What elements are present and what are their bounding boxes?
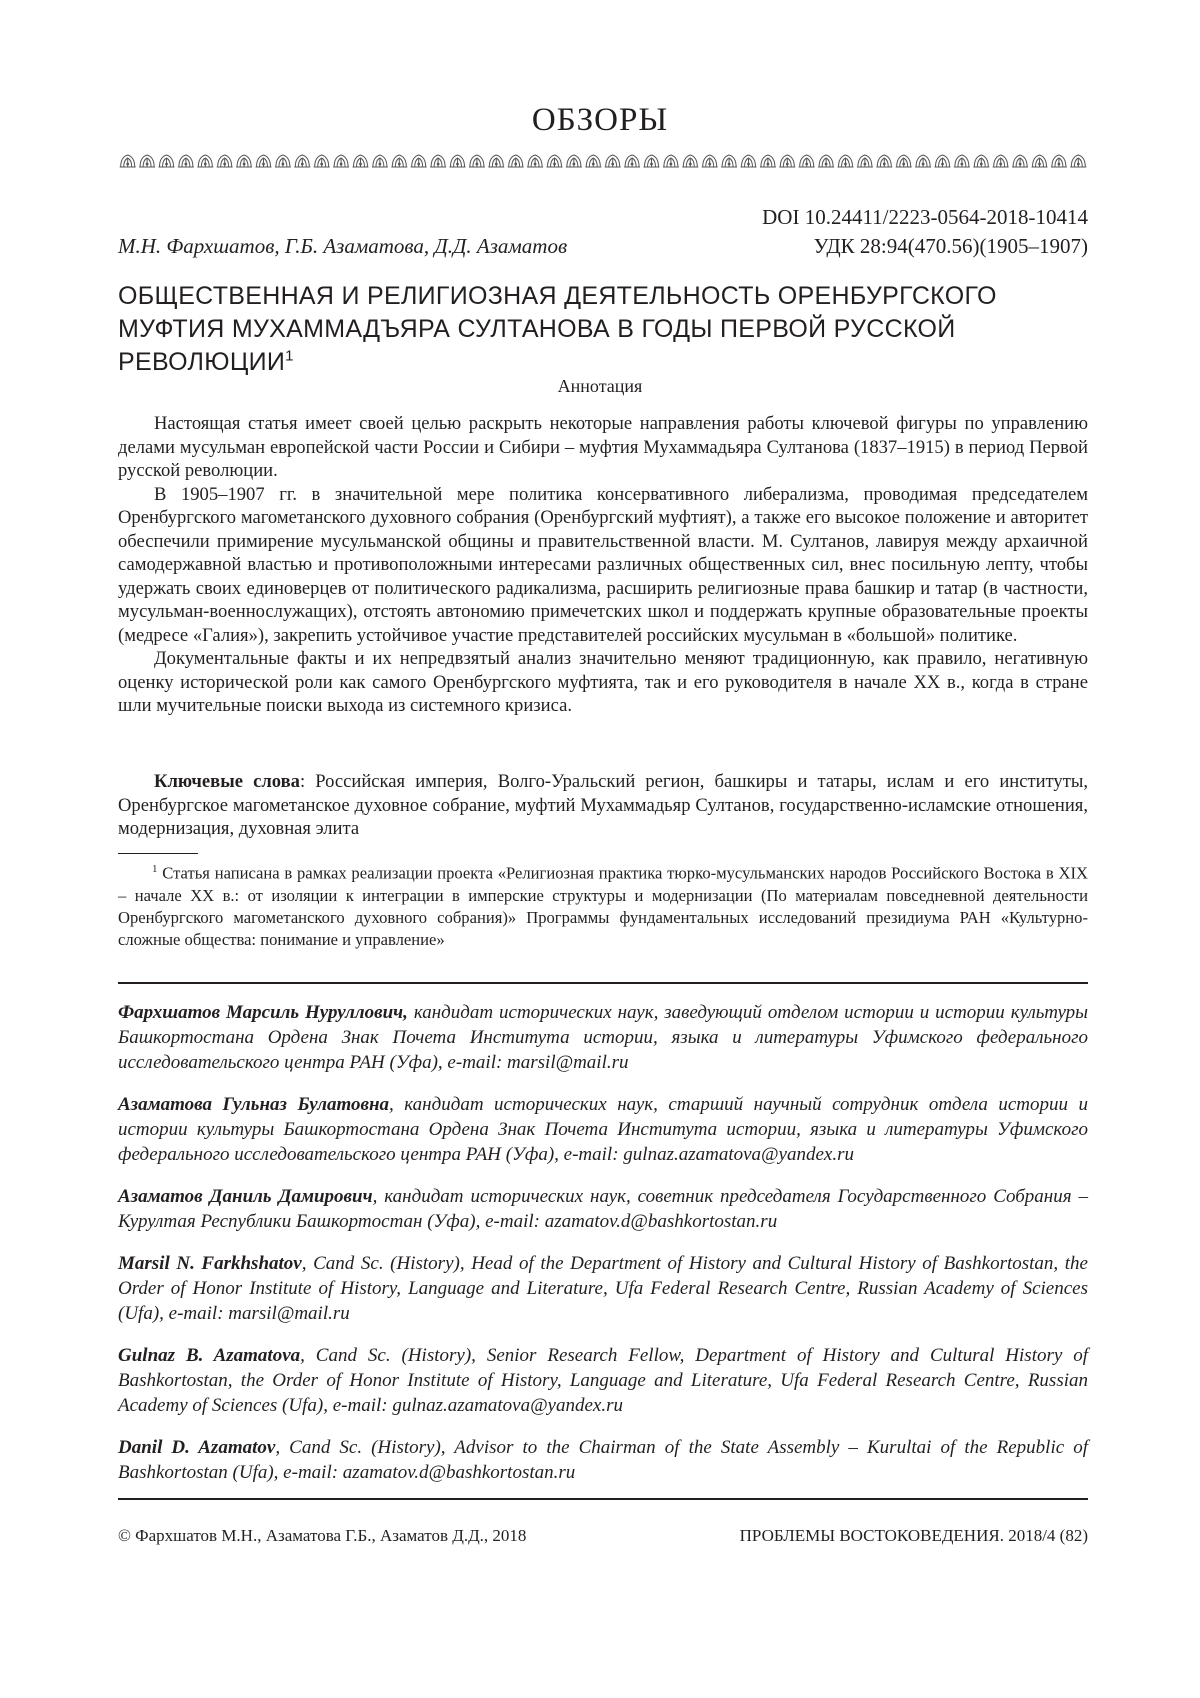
ornament-motif xyxy=(779,155,795,167)
author-bio xyxy=(118,1251,1088,1326)
bios-bottom-divider xyxy=(118,1498,1088,1500)
journal-issue: ПРОБЛЕМЫ ВОСТОКОВЕДЕНИЯ. 2018/4 (82) xyxy=(739,1526,1088,1545)
abstract xyxy=(118,412,1088,718)
ornament-motif xyxy=(178,155,194,167)
ornament-motif xyxy=(682,155,698,167)
ornament-motif xyxy=(741,155,757,167)
ornament-motif xyxy=(838,155,854,167)
ornament-motif xyxy=(527,155,543,167)
annotation-heading: Аннотация xyxy=(557,376,643,396)
ornament-motif xyxy=(159,155,175,167)
ornament-motif xyxy=(430,155,446,167)
ornament-motif xyxy=(857,155,873,167)
ornament-motif xyxy=(702,155,718,167)
author-name: Marsil N. Farkhshatov xyxy=(118,1253,302,1274)
author-name: Фархшатов Марсиль Нуруллович, xyxy=(118,1002,408,1023)
ornament-motif xyxy=(566,155,582,167)
author-details: , кандидат исторических наук, советник председателя Государственного Собрания – Курултая Республики Башкортостан (Уфа), e-mail: azamatov.d@bashkortostan.ru xyxy=(118,1186,1088,1232)
ornament-pattern xyxy=(118,152,1088,172)
section-title: ОБЗОРЫ xyxy=(531,102,669,138)
ornament-motif xyxy=(721,155,737,167)
udk: УДК 28:94(470.56)(1905–1907) xyxy=(813,234,1088,258)
footnote-divider xyxy=(118,853,198,854)
ornament-motif xyxy=(896,155,912,167)
ornament-motif xyxy=(973,155,989,167)
author-bio xyxy=(118,1000,1088,1075)
abstract-paragraph: Настоящая статья имеет своей целью раскрыть некоторые направления работы ключевой фигуры по управлению делами мусульман европейской части России и Сибири – муфтия Мухаммадьяра Султанова (1837–1915) в период Первой русской революции. xyxy=(118,413,1088,481)
abstract-paragraph: В 1905–1907 гг. в значительной мере политика консервативного либерализма, проводимая председателем Оренбургского магометанского духовного собрания (Оренбургский муфтият), а также его высокое положение и авторитет обеспечили примирение мусульманской общины и правительственной власти. М. Султанов, лавируя между архаичной самодержавной властью и противоположными интересами различных общественных сил, внес посильную лепту, чтобы удержать своих единоверцев от политического радикализма, расширить религиозные права башкир и татар (в частности, мусульман-военнослужащих), отстоять автономию примечетских школ и поддержать крупные образовательные проекты (медресе «Галия»), закрепить устойчивое участие представителей российских мусульман в «большой» политике. xyxy=(118,483,1088,646)
ornament-motif xyxy=(799,155,815,167)
ornament-motif xyxy=(314,155,330,167)
ornament-motif xyxy=(469,155,485,167)
ornament-motif xyxy=(935,155,951,167)
ornament-motif xyxy=(256,155,272,167)
author-bio xyxy=(118,1435,1088,1485)
ornament-motif xyxy=(411,155,427,167)
keywords-text: : Российская империя, Волго-Уральский регион, башкиры и татары, ислам и его институты, Оренбургское магометанское духовное собрание, муфтий Мухаммадьяр Султанов, государственно-исламские отношения, модернизация, духовная элита xyxy=(118,771,1088,839)
ornament-motif xyxy=(372,155,388,167)
ornament-motif xyxy=(1012,155,1028,167)
ornament-motif xyxy=(333,155,349,167)
ornament-motif xyxy=(139,155,155,167)
ornament-motif xyxy=(818,155,834,167)
ornament-motif xyxy=(585,155,601,167)
title-footnote-mark[interactable]: 1 xyxy=(285,347,294,365)
ornament-motif xyxy=(760,155,776,167)
ornament-motif xyxy=(1051,155,1067,167)
author-bio xyxy=(118,1092,1088,1167)
author-details: , кандидат исторических наук, старший научный сотрудник отдела истории и истории культуры Башкортостана Ордена Знак Почета Института истории, языка и литературы Уфимского федерального исследовательского центра РАН (Уфа), e-mail: gulnaz.azamatova@yandex.ru xyxy=(118,1094,1088,1165)
authors-udk-line xyxy=(118,232,1088,260)
author-name: Gulnaz B. Azamatova xyxy=(118,1345,301,1366)
doi: DOI 10.24411/2223-0564-2018-10414 xyxy=(762,205,1088,229)
keywords xyxy=(118,770,1088,841)
author-bio xyxy=(118,1343,1088,1418)
ornament-motif xyxy=(236,155,252,167)
author-name: Danil D. Azamatov xyxy=(118,1437,276,1458)
ornament-motif xyxy=(508,155,524,167)
ornament-motif xyxy=(547,155,563,167)
ornament-motif xyxy=(915,155,931,167)
page-footer xyxy=(118,1525,1088,1549)
footnote-mark: 1 xyxy=(152,863,158,875)
ornament-motif xyxy=(120,155,136,167)
ornament-motif xyxy=(624,155,640,167)
authors: М.Н. Фархшатов, Г.Б. Азаматова, Д.Д. Азаматов xyxy=(118,234,568,258)
ornament-motif xyxy=(197,155,213,167)
ornament-motif xyxy=(663,155,679,167)
bios-top-divider xyxy=(118,982,1088,984)
author-details: кандидат исторических наук, заведующий отделом истории и истории культуры Башкортостана Ордена Знак Почета Института истории, языка и литературы Уфимского федерального исследовательского центра РАН (Уфа), e-mail: marsil@mail.ru xyxy=(118,1002,1088,1073)
ornament-motif xyxy=(1032,155,1048,167)
author-details: , Cand Sc. (History), Senior Research Fellow, Department of History and Cultural History of Bashkortostan, the Order of Honor Institute of History, Language and Literature, Ufa Federal Research Centre, Russian Academy of Sciences (Ufa), e-mail: gulnaz.azamatova@yandex.ru xyxy=(118,1345,1088,1416)
article-title xyxy=(118,280,1078,379)
ornament-motif xyxy=(275,155,291,167)
ornament-divider xyxy=(118,152,1088,172)
article-title-text: ОБЩЕСТВЕННАЯ И РЕЛИГИОЗНАЯ ДЕЯТЕЛЬНОСТЬ ОРЕНБУРГСКОГО МУФТИЯ МУХАММАДЪЯРА СУЛТАНОВА В ГОДЫ ПЕРВОЙ РУССКОЙ РЕВОЛЮЦИИ xyxy=(118,282,997,376)
ornament-motif xyxy=(217,155,233,167)
copyright: © Фархшатов М.Н., Азаматова Г.Б., Азаматов Д.Д., 2018 xyxy=(118,1526,527,1545)
ornament-motif xyxy=(294,155,310,167)
ornament-motif xyxy=(876,155,892,167)
author-name: Азаматов Даниль Дамирович xyxy=(118,1186,373,1207)
author-details: , Cand Sc. (History), Head of the Department of History and Cultural History of Bashkortostan, the Order of Honor Institute of History, Language and Literature, Ufa Federal Research Centre, Russian Academy of Sciences (Ufa), e-mail: marsil@mail.ru xyxy=(118,1253,1088,1324)
ornament-motif xyxy=(391,155,407,167)
footnote-text: Статья написана в рамках реализации проекта «Религиозная практика тюрко-мусульманских народов Российского Востока в XIX – начале XX в.: от изоляции к интеграции в имперские структуры и модернизации (По материалам повседневной деятельности Оренбургского магометанского духовного собрания)» Программы фундаментальных исследований президиума РАН «Культурно-сложные общества: понимание и управление» xyxy=(118,863,1088,949)
ornament-motif xyxy=(954,155,970,167)
ornament-motif xyxy=(605,155,621,167)
abstract-paragraph: Документальные факты и их непредвзятый анализ значительно меняют традиционную, как правило, негативную оценку исторической роли как самого Оренбургского муфтията, так и его руководителя в начале XX в., когда в стране шли мучительные поиски выхода из системного кризиса. xyxy=(118,648,1088,716)
footnote xyxy=(118,858,1088,951)
ornament-motif xyxy=(450,155,466,167)
author-bio xyxy=(118,1184,1088,1234)
ornament-motif xyxy=(353,155,369,167)
ornament-motif xyxy=(488,155,504,167)
author-name: Азаматова Гульназ Булатовна xyxy=(118,1094,390,1115)
ornament-motif xyxy=(993,155,1009,167)
ornament-motif xyxy=(644,155,660,167)
keywords-label: Ключевые слова xyxy=(154,771,300,792)
author-bios xyxy=(118,1000,1088,1502)
author-details: , Cand Sc. (History), Advisor to the Chairman of the State Assembly – Kurultai of the Republic of Bashkortostan (Ufa), e-mail: azamatov.d@bashkortostan.ru xyxy=(118,1437,1089,1483)
ornament-motif xyxy=(1070,155,1086,167)
